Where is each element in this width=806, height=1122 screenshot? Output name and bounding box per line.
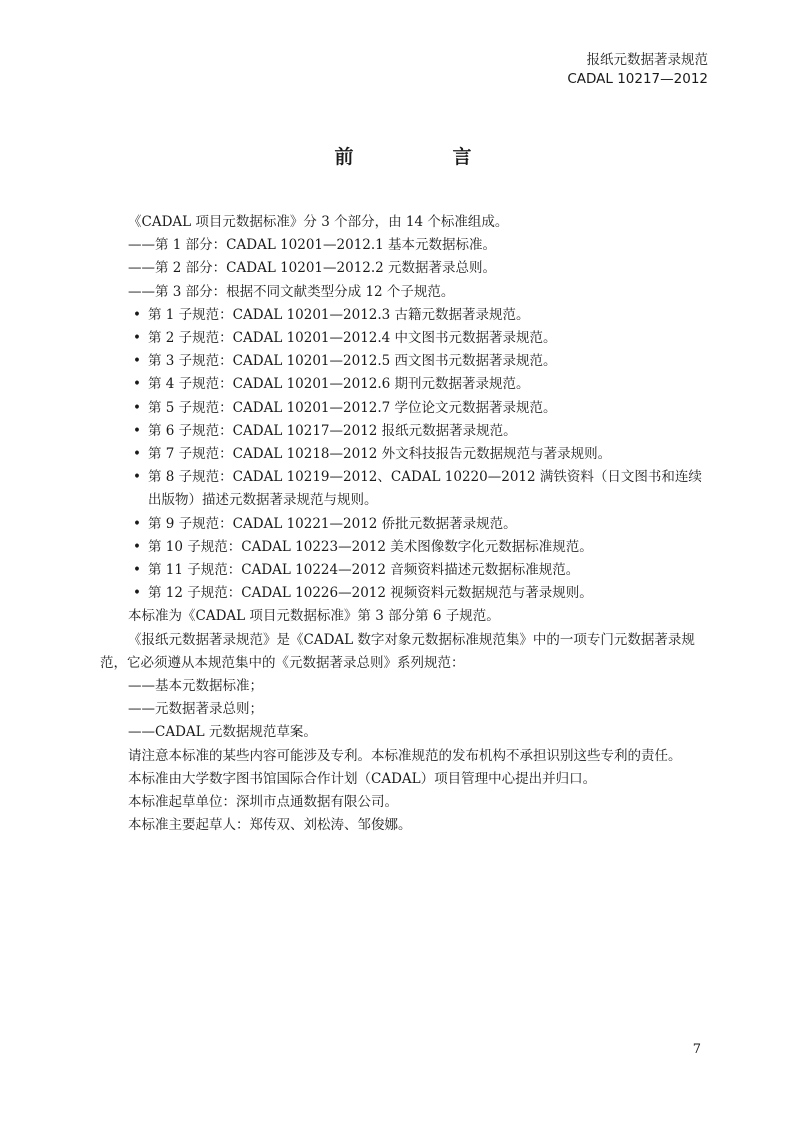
bullet-icon: • [133,585,141,602]
compliance-item: ——基本元数据标准； [128,678,263,695]
subspec-text: 第 2 子规范：CADAL 10201—2012.4 中文图书元数据著录规范。 [148,330,557,347]
subspec-item [100,373,708,396]
bullet-icon: • [133,353,141,370]
part-3: ——第 3 部分：根据不同文献类型分成 12 个子规范。 [128,283,455,300]
bullet-icon: • [133,330,141,347]
bullet-icon: • [133,469,141,486]
bullet-icon: • [133,562,141,579]
bullet-icon: • [133,376,141,393]
subspec-item [100,466,708,512]
part-2: ——第 2 部分：CADAL 10201—2012.2 元数据著录总则。 [128,260,497,277]
bullet-icon: • [133,446,141,463]
subspec-text: 第 1 子规范：CADAL 10201—2012.3 古籍元数据著录规范。 [148,306,530,323]
bullet-icon: • [133,538,141,555]
foreword-body [100,211,708,837]
compliance-item: ——CADAL 元数据规范草案。 [128,724,317,741]
compliance-statement: 《报纸元数据著录规范》是《CADAL 数字对象元数据标准规范集》中的一项专门元数据著录规范，它必须遵从本规范集中的《元数据著录总则》系列规范： [100,631,695,671]
subspec-text: 第 6 子规范：CADAL 10217—2012 报纸元数据著录规范。 [148,422,517,439]
standard-position: 本标准为《CADAL 项目元数据标准》第 3 部分第 6 子规范。 [128,608,500,625]
bullet-icon: • [133,306,141,323]
subspec-item [100,420,708,443]
header-standard-title: 报纸元数据著录规范 [586,52,708,68]
subspec-text: 第 12 子规范：CADAL 10226—2012 视频资料元数据规范与著录规则。 [148,585,593,602]
bullet-icon: • [133,399,141,416]
page-title: 前 言 [334,146,512,168]
bullet-icon: • [133,422,141,439]
part-1: ——第 1 部分：CADAL 10201—2012.1 基本元数据标准。 [128,237,497,254]
page-number: 7 [692,1042,701,1057]
subspec-item [100,582,708,605]
bullet-icon: • [133,515,141,532]
subspec-text: 第 10 子规范：CADAL 10223—2012 美术图像数字化元数据标准规范。 [148,538,593,555]
subspec-item [100,327,708,350]
header-standard-code: CADAL 10217—2012 [567,71,708,87]
subspec-item [100,513,708,536]
proposer-statement: 本标准由大学数字图书馆国际合作计划（CADAL）项目管理中心提出并归口。 [128,770,597,787]
subspec-text: 第 8 子规范：CADAL 10219—2012、CADAL 10220—2012 满铁资料（日文图书和连续出版物）描述元数据著录规范与规则。 [148,469,702,509]
subspec-text: 第 9 子规范：CADAL 10221—2012 侨批元数据著录规范。 [148,515,517,532]
compliance-item: ——元数据著录总则； [128,701,263,718]
subspec-item [100,536,708,559]
subspec-item [100,443,708,466]
subspec-item [100,304,708,327]
subspec-text: 第 7 子规范：CADAL 10218—2012 外文科技报告元数据规范与著录规则。 [148,446,612,463]
drafting-unit: 本标准起草单位：深圳市点通数据有限公司。 [128,794,398,811]
subspec-text: 第 4 子规范：CADAL 10201—2012.6 期刊元数据著录规范。 [148,376,530,393]
drafters: 本标准主要起草人：郑传双、刘松涛、邹俊娜。 [128,817,412,834]
patent-notice: 请注意本标准的某些内容可能涉及专利。本标准规范的发布机构不承担识别这些专利的责任。 [128,747,682,764]
subspec-text: 第 5 子规范：CADAL 10201—2012.7 学位论文元数据著录规范。 [148,399,557,416]
subspec-text: 第 11 子规范：CADAL 10224—2012 音频资料描述元数据标准规范。 [148,562,580,579]
subspec-item [100,559,708,582]
subspec-text: 第 3 子规范：CADAL 10201—2012.5 西文图书元数据著录规范。 [148,353,557,370]
subspec-item [100,350,708,373]
intro-summary: 《CADAL 项目元数据标准》分 3 个部分，由 14 个标准组成。 [128,214,509,230]
subspec-item [100,397,708,420]
